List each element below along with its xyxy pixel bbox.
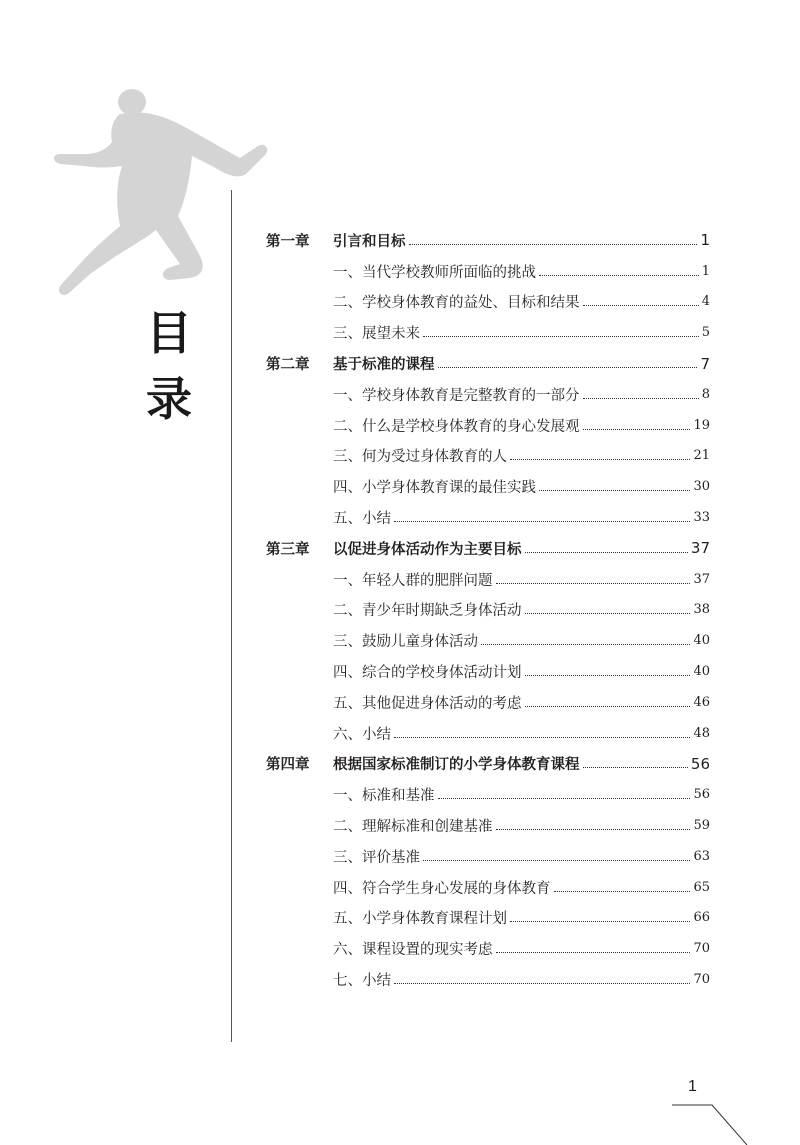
dot-leader: [539, 275, 699, 276]
dot-leader: [496, 829, 691, 830]
dot-leader: [525, 552, 688, 553]
section-title: 二、理解标准和创建基准: [333, 819, 493, 836]
page-ref: 4: [701, 294, 710, 310]
chapter-title: 基于标准的课程: [333, 357, 435, 374]
page-ref: 19: [693, 417, 710, 433]
toc-section-row[interactable]: [266, 287, 710, 318]
page-ref: 65: [693, 879, 710, 895]
dot-leader: [394, 521, 690, 522]
page-ref: 21: [693, 448, 710, 464]
page-ref: 59: [693, 818, 710, 834]
section-title: 六、课程设置的现实考虑: [333, 942, 493, 959]
dot-leader: [510, 921, 690, 922]
section-title: 三、何为受过身体教育的人: [333, 449, 507, 466]
section-title: 二、青少年时期缺乏身体活动: [333, 603, 522, 620]
toc-section-row[interactable]: [266, 872, 710, 903]
page-ref: 70: [693, 941, 710, 957]
toc-section-row[interactable]: [266, 779, 710, 810]
dot-leader: [510, 459, 690, 460]
page-ref: 1: [700, 231, 710, 250]
dot-leader: [583, 767, 688, 768]
toc-section-row[interactable]: [266, 317, 710, 348]
toc-section-row[interactable]: [266, 471, 710, 502]
chapter-number: 第四章: [266, 757, 310, 774]
page-ref: 30: [693, 479, 710, 495]
page-ref: 37: [690, 539, 710, 558]
dot-leader: [423, 860, 690, 861]
page-title: [139, 300, 199, 432]
dot-leader: [554, 891, 691, 892]
dot-leader: [438, 798, 691, 799]
toc-section-row[interactable]: [266, 441, 710, 472]
toc-section-row[interactable]: [266, 687, 710, 718]
dot-leader: [496, 952, 691, 953]
chapter-title: 根据国家标准制订的小学身体教育课程: [333, 757, 580, 774]
page-ref: 46: [693, 694, 710, 710]
toc-section-row[interactable]: [266, 256, 710, 287]
section-title: 六、小结: [333, 726, 391, 743]
section-title: 五、其他促进身体活动的考虑: [333, 695, 522, 712]
vertical-rule: [231, 190, 232, 1042]
page-ref: 1: [701, 263, 710, 279]
page-ref: 40: [693, 633, 710, 649]
dot-leader: [525, 613, 691, 614]
toc-chapter-row[interactable]: [266, 533, 710, 564]
dot-leader: [539, 490, 690, 491]
toc-section-row[interactable]: [266, 841, 710, 872]
toc-section-row[interactable]: [266, 379, 710, 410]
dot-leader: [423, 336, 699, 337]
page-ref: 56: [693, 787, 710, 803]
toc-section-row[interactable]: [266, 933, 710, 964]
page-ref: 8: [701, 386, 710, 402]
page-ref: 37: [693, 571, 710, 587]
page-ref: 70: [693, 972, 710, 988]
toc-section-row[interactable]: [266, 410, 710, 441]
runner-silhouette-image: [50, 88, 275, 318]
toc-section-row[interactable]: [266, 810, 710, 841]
toc-section-row[interactable]: [266, 903, 710, 934]
toc-section-row[interactable]: [266, 718, 710, 749]
chapter-number: 第三章: [266, 541, 310, 558]
section-title: 一、标准和基准: [333, 788, 435, 805]
toc-chapter-row[interactable]: [266, 348, 710, 379]
dot-leader: [583, 429, 691, 430]
section-title: 四、小学身体教育课的最佳实践: [333, 480, 536, 497]
section-title: 三、评价基准: [333, 849, 420, 866]
corner-line-decoration: [672, 1096, 792, 1145]
page-ref: 7: [700, 354, 710, 373]
chapter-number: 第一章: [266, 233, 310, 250]
chapter-number: 第二章: [266, 357, 310, 374]
chapter-title: 以促进身体活动作为主要目标: [333, 541, 522, 558]
dot-leader: [438, 367, 698, 368]
toc-section-row[interactable]: [266, 502, 710, 533]
toc-section-row[interactable]: [266, 625, 710, 656]
dot-leader: [525, 675, 691, 676]
page-ref: 33: [693, 510, 710, 526]
page-number: 1: [688, 1078, 697, 1095]
chapter-title: 引言和目标: [333, 233, 406, 250]
dot-leader: [481, 644, 690, 645]
page-ref: 48: [693, 725, 710, 741]
dot-leader: [496, 583, 691, 584]
dot-leader: [409, 244, 698, 245]
page-title-char-2: 录: [146, 372, 192, 426]
section-title: 一、当代学校教师所面临的挑战: [333, 264, 536, 281]
section-title: 五、小结: [333, 511, 391, 528]
toc-section-row[interactable]: [266, 595, 710, 626]
section-title: 五、小学身体教育课程计划: [333, 911, 507, 928]
section-title: 四、符合学生身心发展的身体教育: [333, 880, 551, 897]
toc-section-row[interactable]: [266, 964, 710, 995]
toc-chapter-row[interactable]: [266, 749, 710, 780]
toc-chapter-row[interactable]: [266, 225, 710, 256]
section-title: 四、综合的学校身体活动计划: [333, 665, 522, 682]
section-title: 二、学校身体教育的益处、目标和结果: [333, 295, 580, 312]
page-ref: 38: [693, 602, 710, 618]
dot-leader: [583, 305, 699, 306]
section-title: 三、展望未来: [333, 326, 420, 343]
page-ref: 40: [693, 664, 710, 680]
toc-section-row[interactable]: [266, 564, 710, 595]
toc-section-row[interactable]: [266, 656, 710, 687]
section-title: 七、小结: [333, 973, 391, 990]
dot-leader: [394, 983, 690, 984]
page-ref: 63: [693, 848, 710, 864]
dot-leader: [525, 706, 691, 707]
page-title-char-1: 目: [146, 306, 192, 360]
page-ref: 56: [690, 754, 710, 773]
section-title: 一、年轻人群的肥胖问题: [333, 572, 493, 589]
page-ref: 66: [693, 910, 710, 926]
section-title: 一、学校身体教育是完整教育的一部分: [333, 387, 580, 404]
dot-leader: [583, 398, 699, 399]
page-ref: 5: [701, 325, 710, 341]
section-title: 二、什么是学校身体教育的身心发展观: [333, 418, 580, 435]
table-of-contents: [266, 225, 710, 995]
section-title: 三、鼓励儿童身体活动: [333, 634, 478, 651]
dot-leader: [394, 737, 690, 738]
